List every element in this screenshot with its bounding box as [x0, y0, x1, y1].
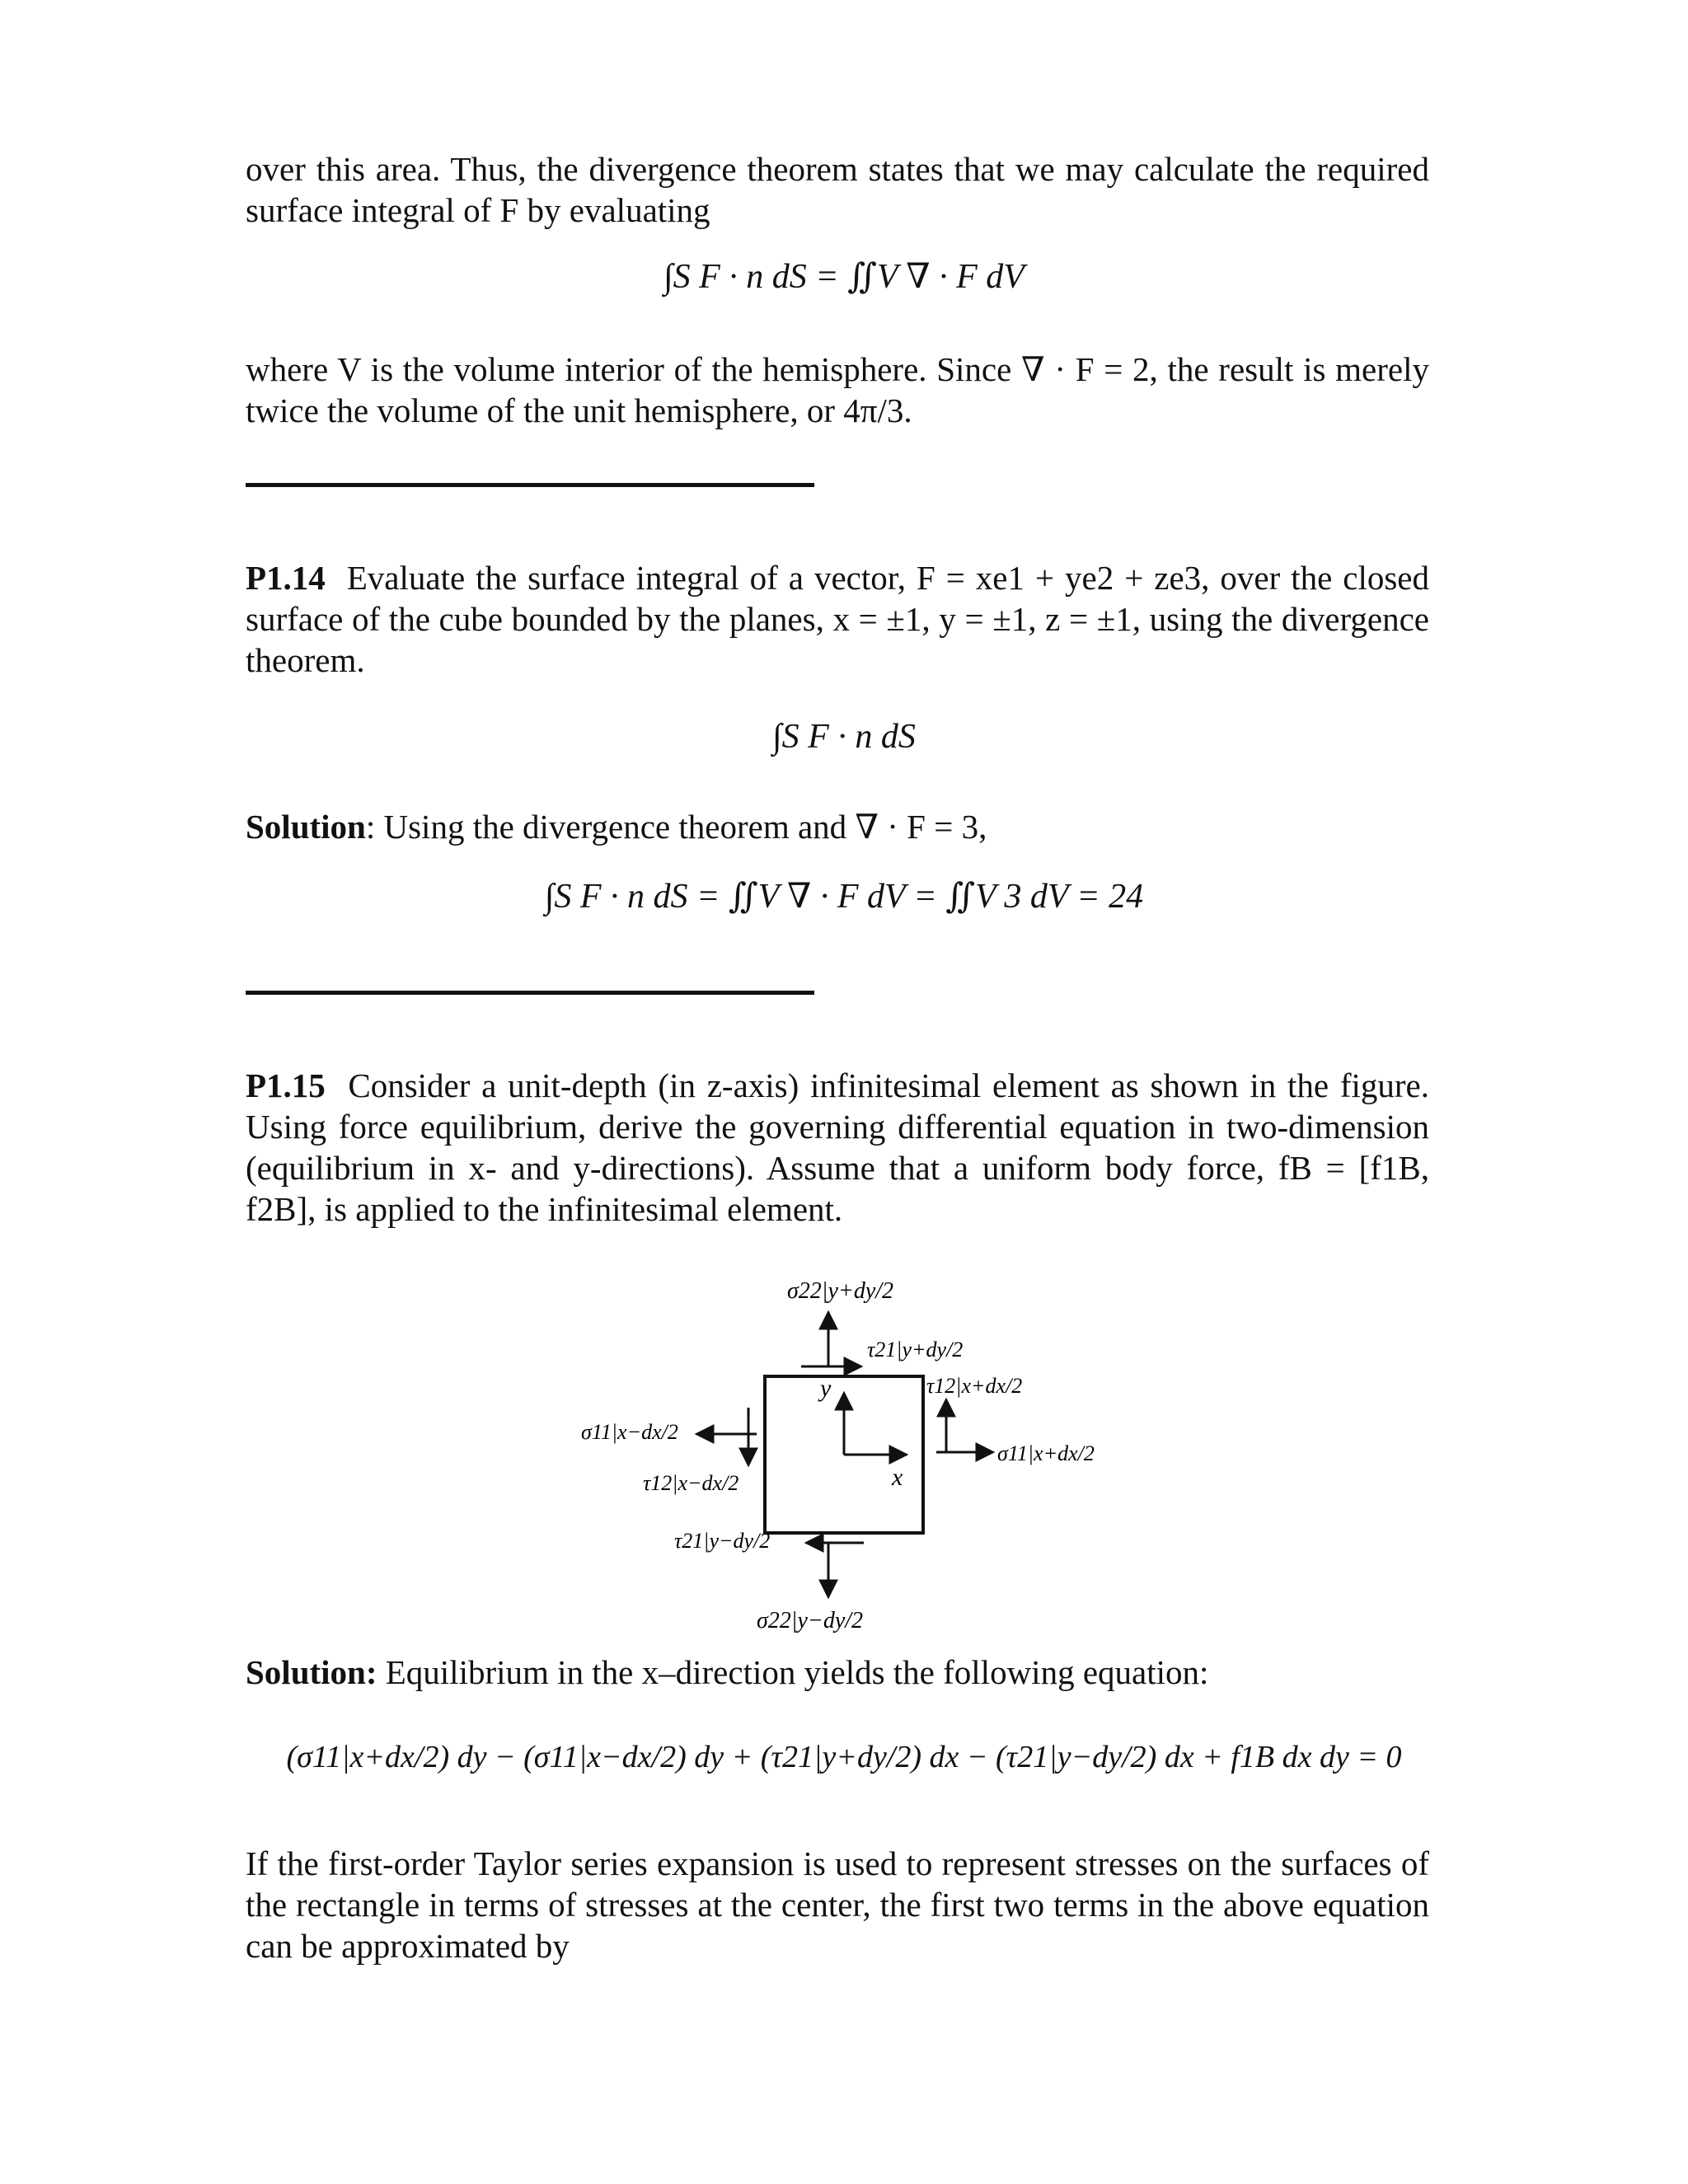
section-divider	[246, 991, 814, 995]
solution-label: Solution	[246, 808, 366, 846]
intro-paragraph: over this area. Thus, the divergence theorem states that we may calculate the required surface integral of F by evaluating	[246, 150, 1429, 229]
solution-1-14-equation: ∫S F · n dS = ∬V ∇ · F dV = ∬V 3 dV = 24	[544, 878, 1144, 916]
sigma11-right-label: σ11|x+dx/2	[997, 1441, 1095, 1465]
tau21-top-label: τ21|y+dy/2	[867, 1338, 964, 1361]
problem-1-14-integral: ∫S F · n dS	[772, 718, 916, 756]
solution-text: : Using the divergence theorem and ∇ · F = 3,	[365, 808, 987, 846]
tau12-right-label: τ12|x+dx/2	[926, 1374, 1023, 1398]
problem-label: P1.14	[246, 559, 326, 597]
sigma22-top-label: σ22|y+dy/2	[787, 1278, 894, 1304]
solution-text: Equilibrium in the x–direction yields the following equation:	[385, 1653, 1209, 1691]
y-axis-label: y	[820, 1375, 832, 1402]
sigma22-bottom-label: σ22|y−dy/2	[757, 1608, 864, 1633]
solution-label: Solution:	[246, 1653, 377, 1691]
intro-equation: ∫S F · n dS = ∬V ∇ · F dV	[663, 258, 1025, 296]
problem-text: Evaluate the surface integral of a vector, F = xe1 + ye2 + ze3, over the closed surface of the cube bounded by the planes, x = ±1, y = ±1, z = ±1, using the divergence theorem.	[246, 559, 1430, 679]
stress-element-figure	[577, 1236, 1154, 1665]
solution-1-15	[246, 1652, 1429, 1693]
tau21-bottom-label: τ21|y−dy/2	[674, 1529, 771, 1553]
x-axis-label: x	[892, 1464, 903, 1491]
problem-1-14	[246, 557, 1429, 681]
problem-1-15	[246, 1065, 1429, 1230]
tau12-left-label: τ12|x−dx/2	[643, 1471, 739, 1495]
problem-text: Consider a unit-depth (in z-axis) infinitesimal element as shown in the figure. Using force equilibrium, derive the governing differential equation in two-dimension (equilibrium in x- and y-directions). Assume that a uniform body force, fB = [f1B, f2B], is applied to the infinitesimal element.	[246, 1066, 1430, 1228]
sigma11-left-label: σ11|x−dx/2	[581, 1420, 678, 1444]
closing-paragraph: If the first-order Taylor series expansion is used to represent stresses on the surfaces of the rectangle in terms of stresses at the center, the first two terms in the above equation can be approximated by	[246, 1844, 1429, 1965]
section-divider	[246, 483, 814, 487]
intro-conclusion: where V is the volume interior of the hemisphere. Since ∇ · F = 2, the result is merely twice the volume of the unit hemisphere, or 4π/3.	[246, 350, 1429, 429]
equilibrium-equation: (σ11|x+dx/2) dy − (σ11|x−dx/2) dy + (τ21|y+dy/2) dx − (τ21|y−dy/2) dx + f1B dx dy = 0	[286, 1740, 1402, 1774]
solution-1-14	[246, 806, 1429, 847]
problem-label: P1.15	[246, 1066, 326, 1104]
